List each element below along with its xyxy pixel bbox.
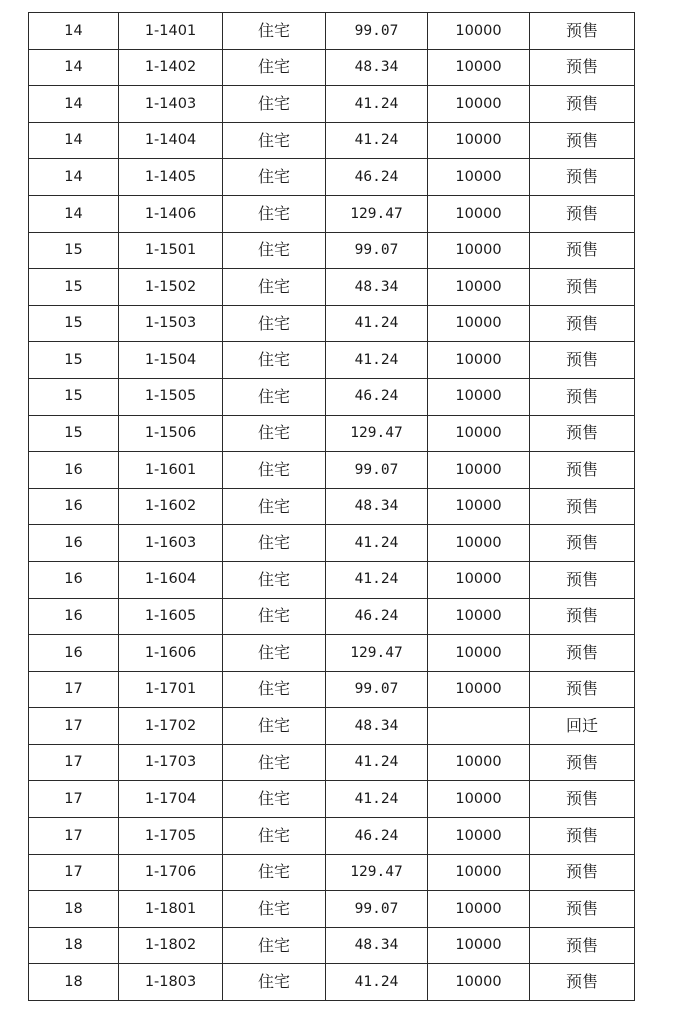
price-cell: 10000	[428, 232, 530, 269]
room-number-cell: 1-1601	[119, 452, 223, 489]
area-cell: 129.47	[326, 635, 428, 672]
floor-cell: 15	[29, 342, 119, 379]
floor-cell: 15	[29, 305, 119, 342]
table-row	[29, 525, 635, 562]
table-row	[29, 452, 635, 489]
table-row	[29, 561, 635, 598]
usage-cell: 住宅	[223, 708, 326, 745]
sale-status-cell: 预售	[530, 598, 635, 635]
price-cell: 10000	[428, 452, 530, 489]
area-cell: 129.47	[326, 854, 428, 891]
table-row	[29, 854, 635, 891]
floor-cell: 17	[29, 854, 119, 891]
table-row	[29, 818, 635, 855]
table-row	[29, 927, 635, 964]
floor-cell: 17	[29, 671, 119, 708]
sale-status-cell: 预售	[530, 232, 635, 269]
sale-status-cell: 预售	[530, 269, 635, 306]
room-number-cell: 1-1702	[119, 708, 223, 745]
room-number-cell: 1-1706	[119, 854, 223, 891]
usage-cell: 住宅	[223, 232, 326, 269]
price-cell: 10000	[428, 818, 530, 855]
table-row	[29, 488, 635, 525]
usage-cell: 住宅	[223, 781, 326, 818]
usage-cell: 住宅	[223, 378, 326, 415]
sale-status-cell: 预售	[530, 415, 635, 452]
room-number-cell: 1-1606	[119, 635, 223, 672]
room-number-cell: 1-1703	[119, 744, 223, 781]
usage-cell: 住宅	[223, 415, 326, 452]
room-number-cell: 1-1701	[119, 671, 223, 708]
table-row	[29, 342, 635, 379]
sale-status-cell: 预售	[530, 86, 635, 123]
area-cell: 41.24	[326, 305, 428, 342]
room-number-cell: 1-1506	[119, 415, 223, 452]
sale-status-cell: 预售	[530, 964, 635, 1001]
floor-cell: 15	[29, 269, 119, 306]
usage-cell: 住宅	[223, 927, 326, 964]
price-cell: 10000	[428, 781, 530, 818]
floor-cell: 17	[29, 781, 119, 818]
room-number-cell: 1-1502	[119, 269, 223, 306]
area-cell: 48.34	[326, 927, 428, 964]
area-cell: 129.47	[326, 195, 428, 232]
price-cell: 10000	[428, 891, 530, 928]
usage-cell: 住宅	[223, 635, 326, 672]
room-number-cell: 1-1603	[119, 525, 223, 562]
sale-status-cell: 预售	[530, 13, 635, 50]
usage-cell: 住宅	[223, 86, 326, 123]
room-number-cell: 1-1501	[119, 232, 223, 269]
price-cell: 10000	[428, 305, 530, 342]
room-number-cell: 1-1403	[119, 86, 223, 123]
usage-cell: 住宅	[223, 854, 326, 891]
floor-cell: 15	[29, 378, 119, 415]
usage-cell: 住宅	[223, 122, 326, 159]
area-cell: 99.07	[326, 452, 428, 489]
room-number-cell: 1-1503	[119, 305, 223, 342]
room-number-cell: 1-1704	[119, 781, 223, 818]
usage-cell: 住宅	[223, 744, 326, 781]
area-cell: 99.07	[326, 671, 428, 708]
table-row	[29, 415, 635, 452]
table-row	[29, 708, 635, 745]
floor-cell: 18	[29, 927, 119, 964]
usage-cell: 住宅	[223, 305, 326, 342]
area-cell: 99.07	[326, 232, 428, 269]
area-cell: 48.34	[326, 488, 428, 525]
table-row	[29, 781, 635, 818]
table-row	[29, 86, 635, 123]
price-cell: 10000	[428, 49, 530, 86]
sale-status-cell: 预售	[530, 122, 635, 159]
price-cell: 10000	[428, 671, 530, 708]
price-cell: 10000	[428, 964, 530, 1001]
room-number-cell: 1-1505	[119, 378, 223, 415]
room-number-cell: 1-1406	[119, 195, 223, 232]
sale-status-cell: 预售	[530, 781, 635, 818]
usage-cell: 住宅	[223, 452, 326, 489]
table-row	[29, 891, 635, 928]
price-cell: 10000	[428, 122, 530, 159]
room-number-cell: 1-1803	[119, 964, 223, 1001]
price-cell: 10000	[428, 195, 530, 232]
usage-cell: 住宅	[223, 964, 326, 1001]
price-cell	[428, 708, 530, 745]
price-cell: 10000	[428, 635, 530, 672]
sale-status-cell: 预售	[530, 671, 635, 708]
area-cell: 41.24	[326, 781, 428, 818]
room-number-cell: 1-1802	[119, 927, 223, 964]
sale-status-cell: 预售	[530, 818, 635, 855]
price-cell: 10000	[428, 86, 530, 123]
sale-status-cell: 预售	[530, 561, 635, 598]
table-row	[29, 232, 635, 269]
area-cell: 41.24	[326, 342, 428, 379]
table-row	[29, 49, 635, 86]
area-cell: 46.24	[326, 818, 428, 855]
usage-cell: 住宅	[223, 13, 326, 50]
usage-cell: 住宅	[223, 561, 326, 598]
floor-cell: 14	[29, 195, 119, 232]
usage-cell: 住宅	[223, 488, 326, 525]
price-cell: 10000	[428, 159, 530, 196]
floor-cell: 18	[29, 891, 119, 928]
price-cell: 10000	[428, 854, 530, 891]
price-cell: 10000	[428, 13, 530, 50]
area-cell: 46.24	[326, 598, 428, 635]
sale-status-cell: 回迁	[530, 708, 635, 745]
table-row	[29, 269, 635, 306]
area-cell: 48.34	[326, 49, 428, 86]
floor-cell: 14	[29, 122, 119, 159]
floor-cell: 16	[29, 452, 119, 489]
usage-cell: 住宅	[223, 525, 326, 562]
area-cell: 99.07	[326, 13, 428, 50]
floor-cell: 18	[29, 964, 119, 1001]
floor-cell: 16	[29, 561, 119, 598]
table-row	[29, 598, 635, 635]
sale-status-cell: 预售	[530, 195, 635, 232]
area-cell: 41.24	[326, 525, 428, 562]
area-cell: 46.24	[326, 378, 428, 415]
area-cell: 41.24	[326, 561, 428, 598]
table-row	[29, 671, 635, 708]
table-row	[29, 744, 635, 781]
price-cell: 10000	[428, 378, 530, 415]
room-number-cell: 1-1602	[119, 488, 223, 525]
price-cell: 10000	[428, 927, 530, 964]
price-cell: 10000	[428, 525, 530, 562]
usage-cell: 住宅	[223, 598, 326, 635]
room-number-cell: 1-1401	[119, 13, 223, 50]
price-cell: 10000	[428, 415, 530, 452]
usage-cell: 住宅	[223, 818, 326, 855]
price-cell: 10000	[428, 269, 530, 306]
unit-price-table	[28, 12, 635, 1001]
usage-cell: 住宅	[223, 269, 326, 306]
floor-cell: 15	[29, 232, 119, 269]
sale-status-cell: 预售	[530, 854, 635, 891]
area-cell: 41.24	[326, 964, 428, 1001]
floor-cell: 16	[29, 635, 119, 672]
area-cell: 46.24	[326, 159, 428, 196]
floor-cell: 15	[29, 415, 119, 452]
room-number-cell: 1-1405	[119, 159, 223, 196]
room-number-cell: 1-1402	[119, 49, 223, 86]
sale-status-cell: 预售	[530, 927, 635, 964]
floor-cell: 14	[29, 49, 119, 86]
floor-cell: 17	[29, 744, 119, 781]
price-cell: 10000	[428, 342, 530, 379]
table-body	[29, 13, 635, 1001]
sale-status-cell: 预售	[530, 488, 635, 525]
area-cell: 129.47	[326, 415, 428, 452]
floor-cell: 14	[29, 86, 119, 123]
area-cell: 99.07	[326, 891, 428, 928]
floor-cell: 14	[29, 159, 119, 196]
usage-cell: 住宅	[223, 342, 326, 379]
sale-status-cell: 预售	[530, 744, 635, 781]
table-row	[29, 305, 635, 342]
area-cell: 41.24	[326, 744, 428, 781]
floor-cell: 17	[29, 708, 119, 745]
sale-status-cell: 预售	[530, 525, 635, 562]
floor-cell: 16	[29, 488, 119, 525]
usage-cell: 住宅	[223, 49, 326, 86]
sale-status-cell: 预售	[530, 452, 635, 489]
table-row	[29, 378, 635, 415]
usage-cell: 住宅	[223, 195, 326, 232]
room-number-cell: 1-1705	[119, 818, 223, 855]
area-cell: 48.34	[326, 269, 428, 306]
sale-status-cell: 预售	[530, 159, 635, 196]
area-cell: 41.24	[326, 86, 428, 123]
room-number-cell: 1-1801	[119, 891, 223, 928]
usage-cell: 住宅	[223, 891, 326, 928]
floor-cell: 16	[29, 598, 119, 635]
sale-status-cell: 预售	[530, 635, 635, 672]
room-number-cell: 1-1604	[119, 561, 223, 598]
table-row	[29, 195, 635, 232]
usage-cell: 住宅	[223, 159, 326, 196]
table-row	[29, 13, 635, 50]
area-cell: 48.34	[326, 708, 428, 745]
room-number-cell: 1-1504	[119, 342, 223, 379]
room-number-cell: 1-1605	[119, 598, 223, 635]
table-row	[29, 159, 635, 196]
price-cell: 10000	[428, 744, 530, 781]
usage-cell: 住宅	[223, 671, 326, 708]
table-row	[29, 964, 635, 1001]
floor-cell: 17	[29, 818, 119, 855]
table-row	[29, 635, 635, 672]
room-number-cell: 1-1404	[119, 122, 223, 159]
price-cell: 10000	[428, 598, 530, 635]
price-cell: 10000	[428, 488, 530, 525]
sale-status-cell: 预售	[530, 342, 635, 379]
table-row	[29, 122, 635, 159]
sale-status-cell: 预售	[530, 378, 635, 415]
sale-status-cell: 预售	[530, 49, 635, 86]
sale-status-cell: 预售	[530, 305, 635, 342]
sale-status-cell: 预售	[530, 891, 635, 928]
price-cell: 10000	[428, 561, 530, 598]
floor-cell: 16	[29, 525, 119, 562]
area-cell: 41.24	[326, 122, 428, 159]
floor-cell: 14	[29, 13, 119, 50]
